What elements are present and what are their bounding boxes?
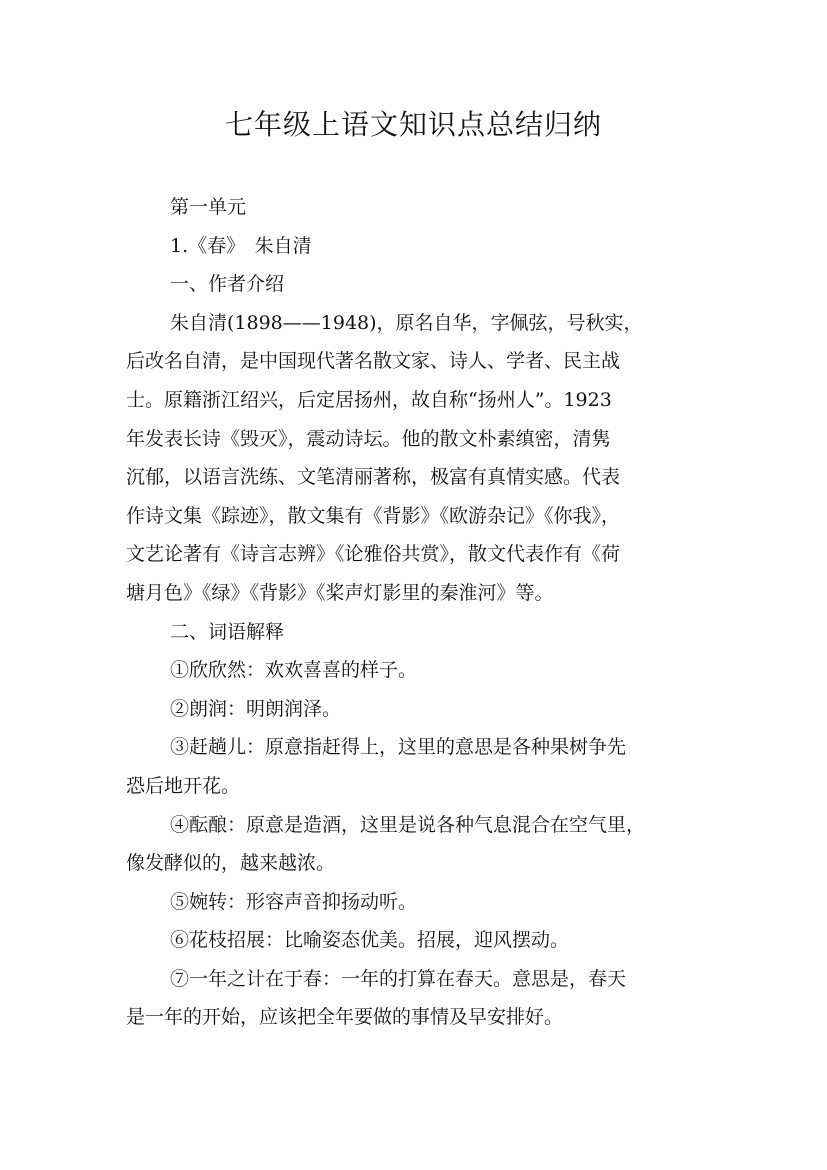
text-line: ②朗润：明朗润泽。: [170, 697, 342, 720]
text-line: ①欣欣然：欢欢喜喜的样子。: [170, 659, 418, 682]
text-line: 一、作者介绍: [170, 273, 285, 296]
text-line: 恐后地开花。: [126, 774, 241, 797]
text-line: 沉郁，以语言洗练、文笔清丽著称，极富有真情实感。代表: [126, 466, 621, 489]
text-line: 朱自清(1898——1948)，原名自华，字佩弦，号秋实，: [170, 311, 643, 334]
text-line: 塘月色》《绿》《背影》《桨声灯影里的秦淮河》等。: [126, 581, 554, 604]
text-line: 第一单元: [170, 196, 247, 218]
text-line: ⑤婉转：形容声音抑扬动听。: [170, 890, 418, 913]
text-line: ④酝酿：原意是造酒，这里是说各种气息混合在空气里，: [170, 813, 646, 836]
text-line: ③赶趟儿：原意指赶得上，这里的意思是各种果树争先: [170, 736, 627, 759]
text-line: 1.《春》 朱自清: [170, 234, 312, 257]
text-line: 像发酵似的，越来越浓。: [126, 852, 336, 875]
text-line: ⑦一年之计在于春：一年的打算在春天。意思是，春天: [170, 967, 627, 990]
text-line: 作诗文集《踪迹》，散文集有《背影》《欧游杂记》《你我》，: [126, 504, 621, 527]
text-line: 后改名自清，是中国现代著名散文家、诗人、学者、民主战: [126, 350, 621, 373]
text-line: 二、词语解释: [170, 620, 285, 643]
text-line: ⑥花枝招展：比喻姿态优美。招展，迎风摆动。: [170, 929, 570, 952]
text-line: 年发表长诗《毁灭》，震动诗坛。他的散文朴素缜密，清隽: [126, 427, 611, 450]
text-line: 士。原籍浙江绍兴，后定居扬州，故自称“扬州人”。1923: [126, 388, 612, 411]
text-line: 是一年的开始，应该把全年要做的事情及早安排好。: [126, 1006, 564, 1029]
text-line: 文艺论著有《诗言志辨》《论雅俗共赏》，散文代表作有《荷: [126, 543, 621, 566]
document-body: [126, 188, 712, 1037]
document-title: 七年级上语文知识点总结归纳: [224, 108, 602, 141]
